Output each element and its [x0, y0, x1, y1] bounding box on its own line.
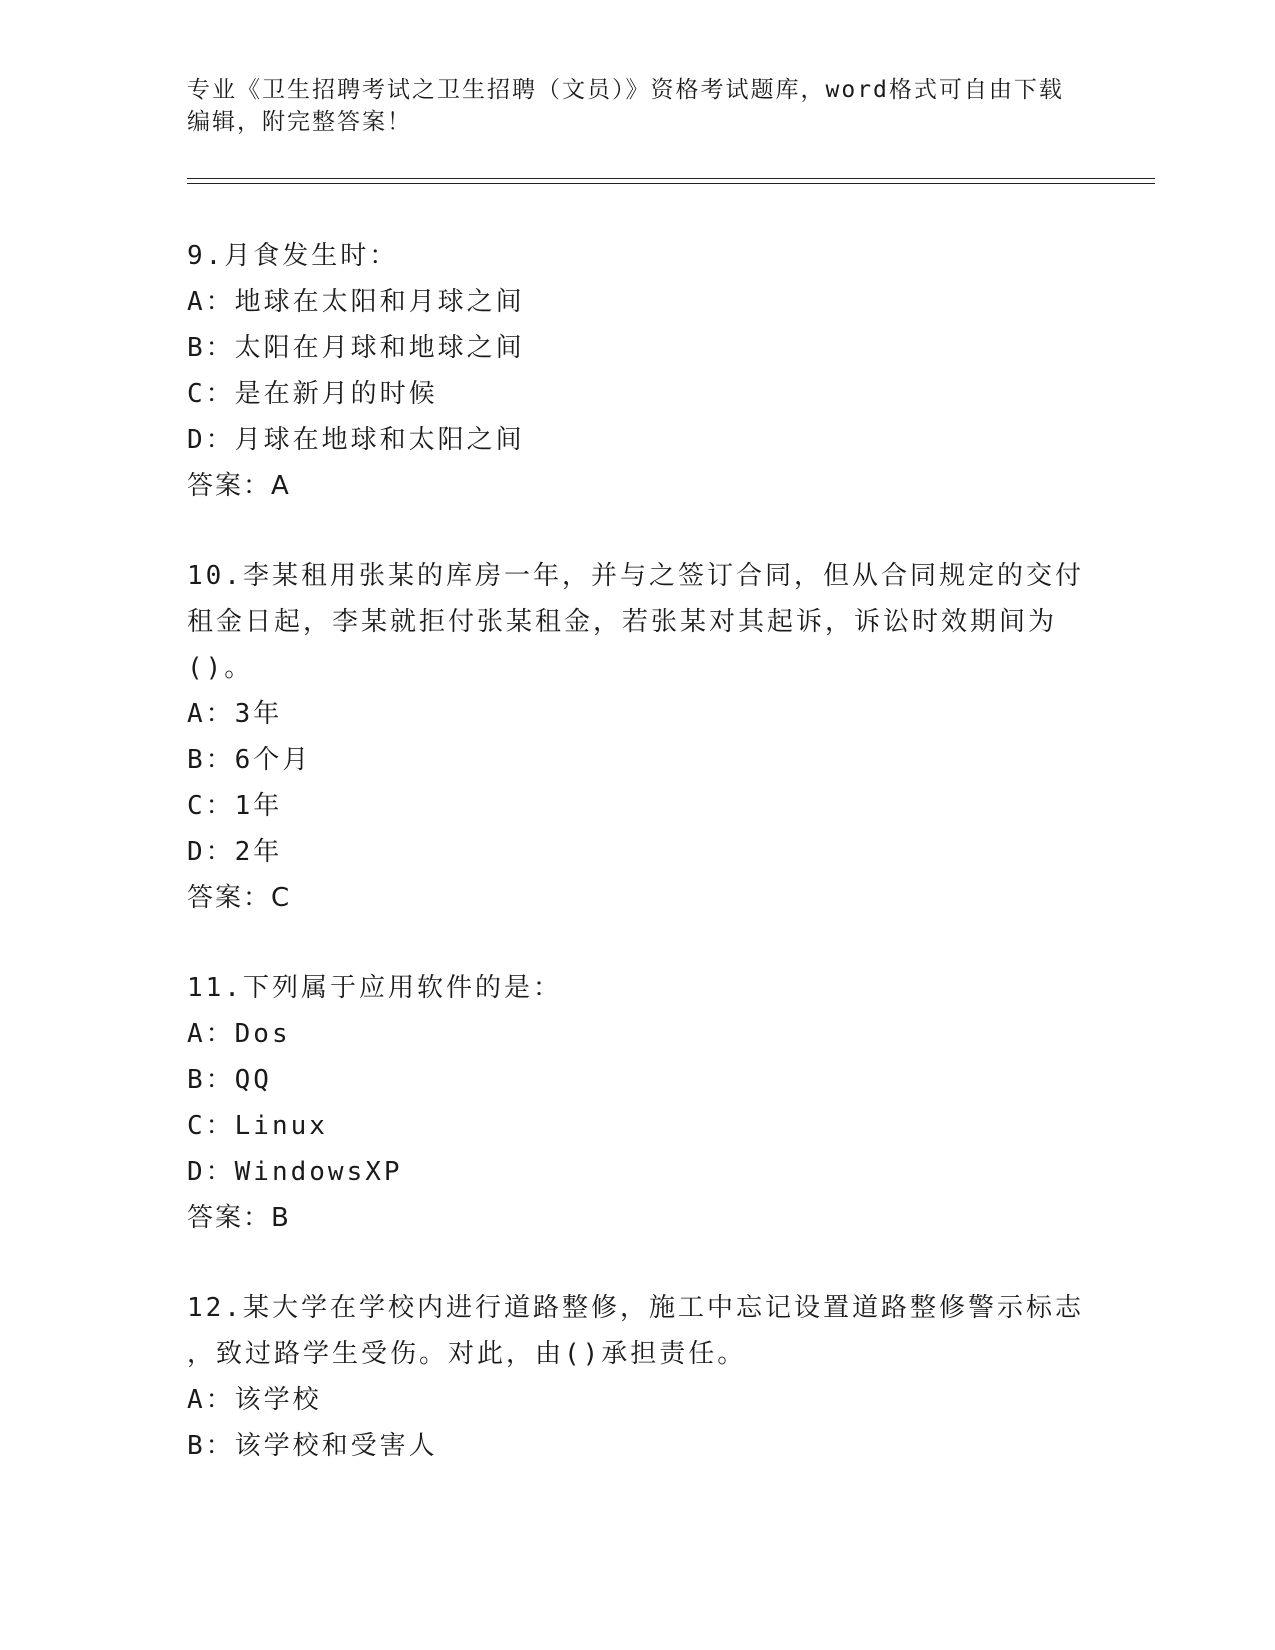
question-text-line-1: 12.某大学在学校内进行道路整修，施工中忘记设置道路整修警示标志: [187, 1293, 1084, 1323]
option-b: B：6个月: [187, 745, 312, 775]
question-9: [187, 233, 1087, 509]
question-list: [187, 233, 1087, 1513]
question-11: [187, 965, 1087, 1241]
question-text: 9.月食发生时：: [187, 241, 399, 271]
option-a: A：该学校: [187, 1385, 322, 1415]
question-12: [187, 1285, 1087, 1469]
option-c: C：Linux: [187, 1111, 328, 1141]
answer: 答案：C: [187, 883, 292, 913]
question-text-line-1: 10.李某租用张某的库房一年，并与之签订合同，但从合同规定的交付: [187, 561, 1084, 591]
header-rule-top: [187, 178, 1155, 179]
option-b: B：太阳在月球和地球之间: [187, 333, 525, 363]
option-d: D：2年: [187, 837, 283, 867]
question-text-line-2: 租金日起，李某就拒付张某租金，若张某对其起诉，诉讼时效期间为: [187, 607, 1058, 637]
header-rule-bottom: [187, 183, 1155, 184]
option-c: C：是在新月的时候: [187, 379, 438, 409]
question-text-line-2: ，致过路学生受伤。对此，由()承担责任。: [187, 1339, 747, 1369]
answer: 答案：B: [187, 1203, 291, 1233]
question-text: 11.下列属于应用软件的是：: [187, 973, 562, 1003]
question-text-line-3: ()。: [187, 653, 254, 683]
option-a: A：3年: [187, 699, 283, 729]
option-d: D：WindowsXP: [187, 1157, 403, 1187]
option-b: B：QQ: [187, 1065, 272, 1095]
answer: 答案：A: [187, 471, 291, 501]
document-header: [187, 74, 1087, 138]
header-line-1: 专业《卫生招聘考试之卫生招聘（文员）》资格考试题库，word格式可自由下载: [187, 77, 1064, 103]
header-line-2: 编辑，附完整答案！: [187, 109, 412, 135]
option-a: A：地球在太阳和月球之间: [187, 287, 525, 317]
question-10: [187, 553, 1087, 921]
option-b: B：该学校和受害人: [187, 1431, 438, 1461]
option-d: D：月球在地球和太阳之间: [187, 425, 525, 455]
option-c: C：1年: [187, 791, 283, 821]
option-a: A：Dos: [187, 1019, 291, 1049]
